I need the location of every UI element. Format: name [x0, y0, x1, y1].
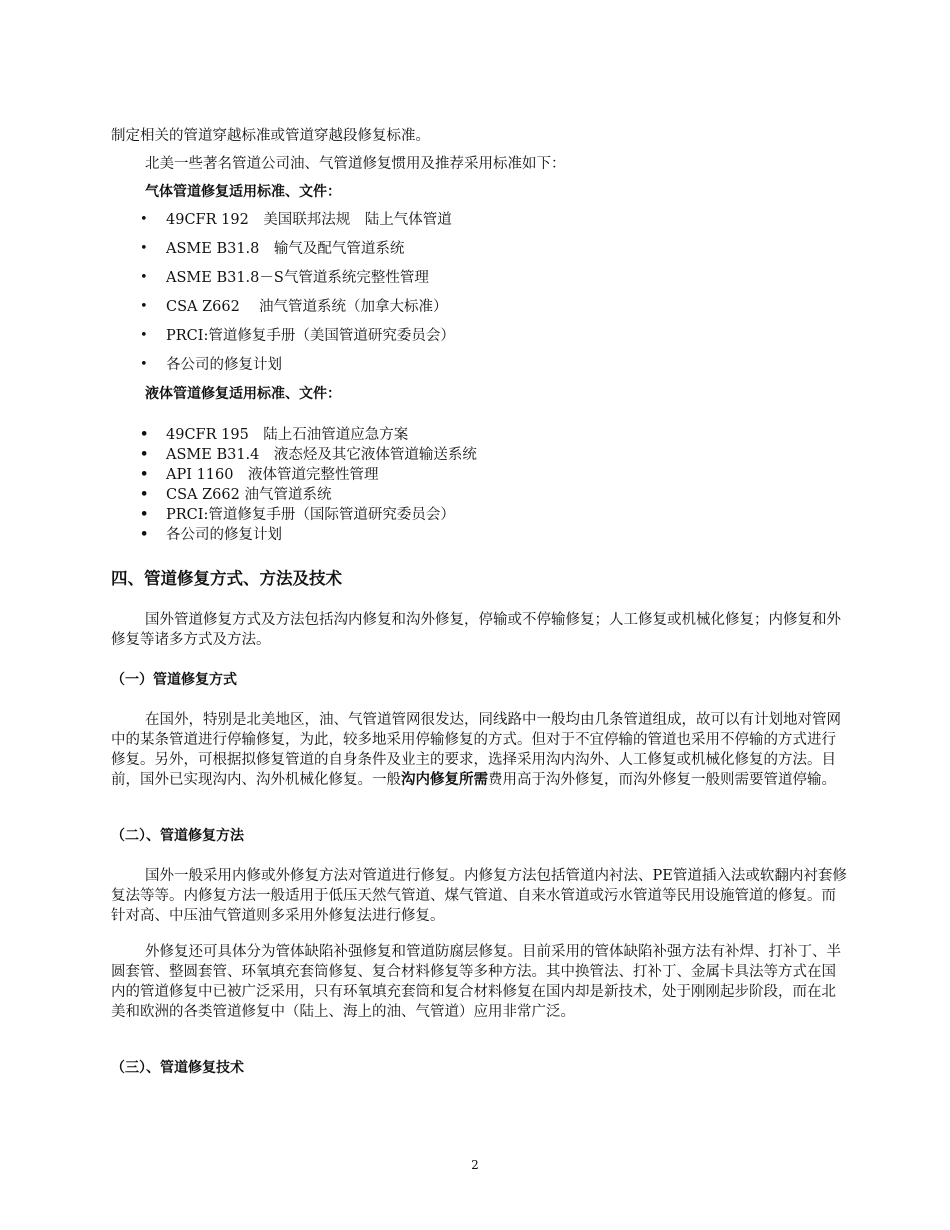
list-item: 各公司的修复计划: [166, 357, 282, 373]
bullet-icon: •: [140, 447, 149, 462]
page-number: 2: [471, 1158, 479, 1172]
bullet-icon: •: [140, 299, 148, 314]
section-paragraph: 国外管道修复方式及方法包括沟内修复和沟外修复，停输或不停输修复；人工修复或机械化修复；内修复和外修复等诸多方式及方法。: [111, 612, 841, 648]
bullet-icon: •: [140, 270, 148, 285]
bold-emphasis: 沟内修复所需: [401, 772, 488, 788]
bullet-icon: •: [140, 527, 149, 542]
list-item: PRCI:管道修复手册（国际管道研究委员会）: [166, 507, 455, 523]
paragraph-text: 在国外，特别是北美地区，油、气管道管网很发达，同线路中一般均由几条管道组成，故可以有计划地对管网中的某条管道进行停输修复，为此，较多地采用停输修复的方式。但对于不宜停输的管道也采用不停输的方式进行修复。另外，可根据拟修复管道的自身条件及业主的要求，选择采用沟内沟外、人工修复或机械化修复的方法。目前，国外已实现沟内、沟外机械化修复。一般: [111, 712, 841, 788]
section-heading: 四、管道修复方式、方法及技术: [111, 569, 342, 588]
subsection-paragraph: [111, 710, 849, 790]
list-item: PRCI:管道修复手册（美国管道研究委员会）: [166, 328, 455, 344]
subsection-title: （一）管道修复方式: [111, 672, 237, 688]
bullet-icon: •: [140, 328, 148, 343]
list-item: 各公司的修复计划: [166, 527, 282, 543]
list-item: CSA Z662 油气管道系统（加拿大标准）: [166, 299, 448, 315]
list-item: ASME B31.8－S气管道系统完整性管理: [166, 270, 429, 286]
list-item: 49CFR 195 陆上石油管道应急方案: [166, 427, 409, 443]
list-item: ASME B31.8 输气及配气管道系统: [166, 241, 405, 257]
bullet-icon: •: [140, 357, 148, 372]
gas-standards-title: 气体管道修复适用标准、文件：: [145, 184, 341, 200]
list-item: API 1160 液体管道完整性管理: [166, 467, 379, 483]
bullet-icon: •: [140, 487, 149, 502]
liquid-standards-title: 液体管道修复适用标准、文件：: [145, 386, 341, 402]
bullet-icon: •: [140, 467, 149, 482]
bullet-icon: •: [140, 507, 149, 522]
bullet-icon: •: [140, 241, 148, 256]
north-america-line: 北美一些著名管道公司油、气管道修复惯用及推荐采用标准如下：: [145, 156, 566, 172]
subsection-paragraph: 外修复还可具体分为管体缺陷补强修复和管道防腐层修复。目前采用的管体缺陷补强方法有补焊、打补丁、半圆套管、整圆套管、环氧填充套筒修复、复合材料修复等多种方法。其中换管法、打补丁、金属卡具法等方式在国内的管道修复中已被广泛采用，只有环氧填充套筒和复合材料修复在国内却是新技术，处于刚刚起步阶段，而在北美和欧洲的各类管道修复中（陆上、海上的油、气管道）应用非常广泛。: [111, 944, 841, 1020]
subsection-title: （二）、管道修复方法: [111, 828, 244, 844]
subsection-title: （三）、管道修复技术: [111, 1060, 244, 1076]
list-item: 49CFR 192 美国联邦法规 陆上气体管道: [166, 212, 452, 228]
paragraph-text: 费用高于沟外修复，而沟外修复一般则需要管道停输。: [488, 772, 836, 788]
subsection-paragraph: 国外一般采用内修或外修复方法对管道进行修复。内修复方法包括管道内衬法、PE管道插入法或软翻内衬套修复法等等。内修复方法一般适用于低压天然气管道、煤气管道、自来水管道或污水管道等民用设施管道的修复。而针对高、中压油气管道则多采用外修复法进行修复。: [111, 868, 847, 924]
bullet-icon: •: [140, 212, 148, 227]
intro-line: 制定相关的管道穿越标准或管道穿越段修复标准。: [111, 128, 430, 144]
list-item: ASME B31.4 液态烃及其它液体管道输送系统: [166, 447, 477, 463]
bullet-icon: •: [140, 427, 149, 442]
list-item: CSA Z662 油气管道系统: [166, 487, 332, 503]
